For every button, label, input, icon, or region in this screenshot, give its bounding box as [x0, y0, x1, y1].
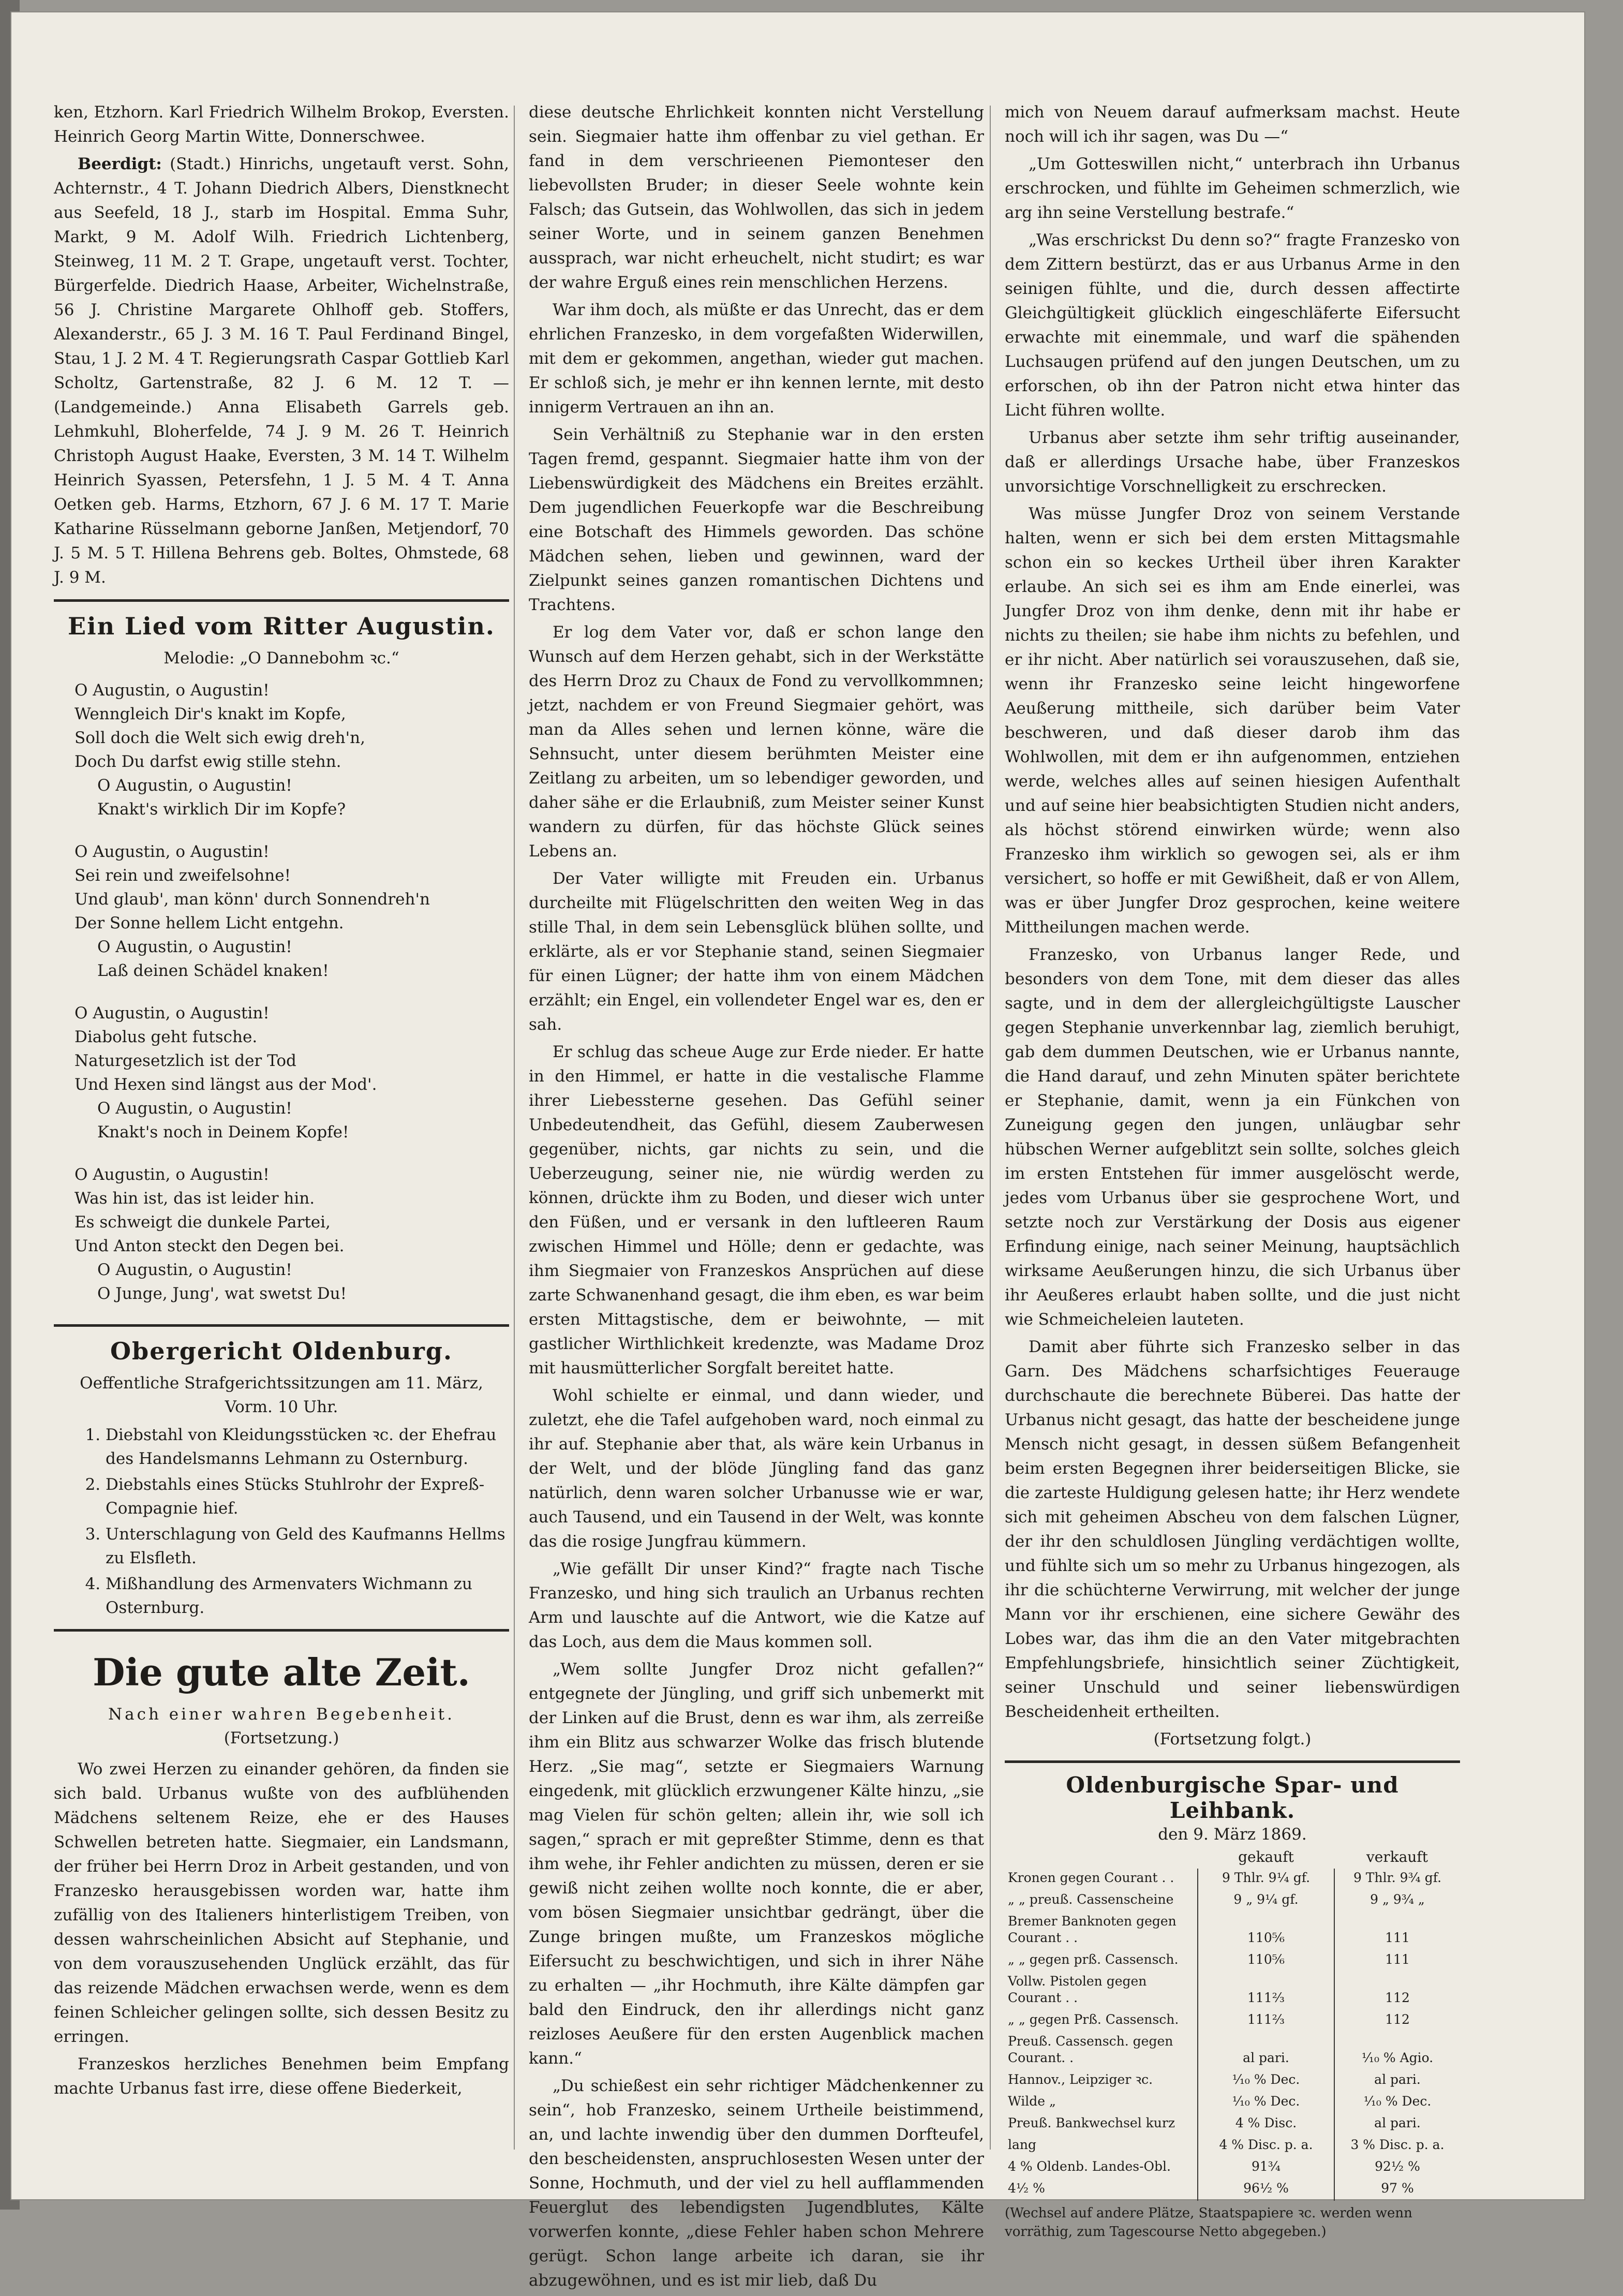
table-row — [1005, 1912, 1460, 1950]
paragraph: diese deutsche Ehrlichkeit konnten nicht Verstellung sein. Siegmaier hatte ihm offenbar zu viel gethan. Er fand in dem verschrieenen Piemonteser den liebevollsten Bruder; in dieser Seele wohnte kein Falsch; das Gutsein, das Wohlwollen, das sich in jedem seiner Worte, und in seinem ganzen Benehmen aussprach, war nicht erheuchelt, nicht studirt; es war der wahre Erguß eines rein menschlichen Herzens. — [529, 103, 984, 292]
story-subtitle: Nach einer wahren Begebenheit. — [108, 1705, 455, 1724]
burials-label: Beerdigt: — [78, 155, 162, 173]
exchange-rows — [1005, 1869, 1460, 2201]
song-title: Ein Lied vom Ritter Augustin. — [68, 612, 495, 640]
song-melody: Melodie: „O Dannebohm ꝛc.“ — [163, 649, 399, 668]
fortsetzung-note: (Fortsetzung folgt.) — [1153, 1730, 1312, 1749]
verse-line: Was hin ist, das ist leider hin. — [75, 1189, 315, 1208]
sold-value: ¹⁄₁₀ % Agio. — [1361, 2050, 1434, 2065]
verse-line: Und Hexen sind längst aus der Mod'. — [75, 1075, 377, 1094]
row-label: „ „ gegen prß. Cassensch. — [1008, 1952, 1179, 1967]
bank-date: den 9. März 1869. — [1158, 1825, 1307, 1844]
list-item: 2. Diebstahls eines Stücks Stuhlrohr der Expreß-Compagnie hief. — [106, 1473, 509, 1520]
paragraph: Was müsse Jungfer Droz von seinem Verstande halten, wenn er sich bei dem ersten Mittagsmahle schon ein so keckes Urtheil über ihren Karakter erlaube. An sich sei es ihm am Ende einerlei, was Jungfer Droz von ihm denke, denn mit ihr habe er nichts zu theilen; sie habe ihm nichts zu befehlen, und er ihr nicht. Aber natürlich sei vorauszusehen, daß sie, wenn ihr Franzesko seine leicht hingeworfene Aeußerung mittheile, sich darüber beim Vater beschweren, und daß dieser darob ihm das Wohlwollen, mit dem er ihn aufgenommen, entziehen werde, welches alles auf seinen hiesigen Aufenthalt und auf seine hier beabsichtigten Studien nicht anders, als höchst störend einwirken würde; wenn also Franzesko ihm wirklich so gewogen sei, als er ihm versichert, so hoffe er mit Gewißheit, daß er von Allem, was er über Jungfer Droz gesprochen, keine weitere Mittheilungen machen werde. — [1005, 505, 1460, 937]
bought-value: 111²⁄₃ — [1198, 2010, 1334, 2032]
section-divider — [54, 599, 509, 602]
verse-line: O Augustin, o Augustin! — [97, 1261, 292, 1279]
table-row — [1005, 1890, 1460, 1912]
verse-line: Und glaub', man könn' durch Sonnendreh'n — [75, 890, 430, 909]
section-divider — [54, 1324, 509, 1327]
paragraph: Der Vater willigte mit Freuden ein. Urbanus durcheilte mit Flügelschritten den weiten Weg in das stille Thal, in dem sein Lebensglück blühen sollte, und erklärte, als er vor Stephanie stand, seinen Siegmaier für einen Lügner; der hatte ihm von einem Mädchen erzählt; ein Engel, ein vollendeter Engel war es, den er sah. — [529, 869, 984, 1034]
verse-line: O Junge, Jung', wat swetst Du! — [97, 1284, 347, 1303]
court-intro: Oeffentliche Strafgerichtssitzungen am 11. März, Vorm. 10 Uhr. — [80, 1374, 483, 1416]
stanza — [75, 1163, 509, 1306]
paragraph: mich von Neuem darauf aufmerksam machst. Heute noch will ich ihr sagen, was Du —“ — [1005, 103, 1460, 146]
table-row — [1005, 2114, 1460, 2136]
sold-value: al pari. — [1374, 2072, 1421, 2087]
paragraph: Er log dem Vater vor, daß er schon lange den Wunsch auf dem Herzen gehabt, sich in der Werkstätte des Herrn Droz zu Chaux de Fond zu vervollkommnen; jetzt, nachdem er von Freund Siegmaier gehört, was man da Alles sehen und lernen könne, wäre die Sehnsucht, unter diesem berühmten Meister eine Zeitlang zu arbeiten, um so lebendiger geworden, und daher sähe er die Erlaubniß, zum Meister seiner Kunst wandern zu dürfen, für das höchste Glück seines Lebens an. — [529, 623, 984, 861]
column-2 — [529, 100, 984, 2296]
verse-line: O Augustin, o Augustin! — [75, 1004, 270, 1023]
paragraph: „Wie gefällt Dir unser Kind?“ fragte nach Tische Franzesko, und hing sich traulich an Urbanus rechten Arm und lauschte auf die Antwort, wie die Katze auf das Loch, aus dem die Maus kommen soll. — [529, 1560, 984, 1651]
verse-line: Und Anton steckt den Degen bei. — [75, 1237, 345, 1255]
section-divider — [1005, 1760, 1460, 1763]
paragraph: Wo zwei Herzen zu einander gehören, da finden sie sich bald. Urbanus wußte von des aufblühenden Mädchens seltenem Reize, ehe er des Hauses Schwellen betreten hatte. Siegmaier, ein Landsmann, der früher bei Herrn Droz in Arbeit gestanden, und von Franzesko herausgebissen worden war, hatte ihm zufällig von des Italieners hinterlistigem Treiben, von dessen wahrscheinlichen Absicht auf Stephanie, und von dem vorauszusehenden Unglück erzählt, das für das reizende Mädchen erwachsen werde, wenn es dem feinen Schleicher gelingen sollte, sich dessen Besitz zu erringen. — [54, 1760, 509, 2046]
sold-value: 92¹⁄₂ % — [1375, 2159, 1420, 2174]
verse-line: Der Sonne hellem Licht entgehn. — [75, 914, 344, 932]
paragraph: Urbanus aber setzte ihm sehr triftig auseinander, daß er allerdings Ursache habe, über Franzeskos unvorsichtige Vorschnelligkeit zu erschrecken. — [1005, 428, 1460, 496]
stanza — [75, 840, 509, 983]
table-row — [1005, 2010, 1460, 2032]
sold-value: 112 — [1385, 1990, 1410, 2005]
sold-value: al pari. — [1374, 2115, 1421, 2130]
stanza — [75, 1001, 509, 1144]
bought-value: 9 „ 9¹⁄₄ gf. — [1198, 1890, 1334, 1912]
paragraph: „Um Gotteswillen nicht,“ unterbrach ihn Urbanus erschrocken, und fühlte im Geheimen schmerzlich, wie arg ihn seine Verstellung bestrafe.“ — [1005, 155, 1460, 222]
court-list — [54, 1423, 509, 1620]
court-title: Obergericht Oldenburg. — [110, 1337, 453, 1365]
section-divider — [54, 1629, 509, 1632]
paragraph: Er schlug das scheue Auge zur Erde nieder. Er hatte in den Himmel, er hatte in die vestalische Flamme ihrer Liebessterne gesehen. Das Gefühl seiner Unbedeutendheit, das Gefühl, diesem Zauberwesen gegenüber, nichts, gar nichts zu sein, und die Ueberzeugung, seiner nie, nie würdig werden zu können, drückte ihm zu Boden, und dieser wich unter den Füßen, und er versank in den luftleeren Raum zwischen Himmel und Hölle; denn er gedachte, was ihm Siegmaier von Franzeskos Ansprüchen auf diese zarte Schwanenhand gesagt, die ihm eben, es war beim ersten Mittagstische, dem er beiwohnte, — mit gastlicher Wirthlichkeit kredenzte, was Madame Droz mit hausmütterlicher Sorgfalt bereitet hatte. — [529, 1043, 984, 1377]
table-row — [1005, 1972, 1460, 2010]
paragraph: „Du schießest ein sehr richtiger Mädchenkenner zu sein“, hob Franzesko, seinem Urtheile beistimmend, an, und lachte inwendig über den dummen Dorfteufel, den bescheidensten, anspruchlosesten Wesen unter der Sonne, Hochmuth, und der viel zu hell aufflammenden Feuerglut des lebendigsten Jugendblutes, Kälte vorwerfen konnte, „diese Fehler haben schon Mehrere gerügt. Schon lange arbeite ich daran, sie ihr abzugewöhnen, und es ist mir lieb, daß Du — [529, 2077, 984, 2290]
table-row — [1005, 2136, 1460, 2157]
row-label: Hannov., Leipziger ꝛc. — [1008, 2072, 1153, 2087]
verse-line: O Augustin, o Augustin! — [75, 1165, 270, 1184]
table-row — [1005, 2157, 1460, 2179]
paragraph: „Wem sollte Jungfer Droz nicht gefallen?“ entgegnete der Jüngling, und griff sich unbemerkt mit der Linken auf die Brust, denn es war ihm, als zerreiße ihm ein Blitz aus schwarzer Wolke das frisch blutende Herz. „Sie mag“, setzte er Siegmaiers Warnung eingedenk, mit glücklich erzwungener Kälte hinzu, „sie mag Vielen für schön gelten; allein ihr, wie soll ich sagen,“ sprach er mit gepreßter Stimme, denn es that ihm wehe, ihr Fehler andichten zu müssen, deren er sie gewiß nicht zeihen wollte noch konnte, die er aber, vom bösen Siegmaier unsichtbar gedrängt, über die Zunge bringen mußte, um Franzeskos mögliche Eifersucht zu beschwichtigen, und sich in ihrer Nähe zu erhalten — „ihr Hochmuth, ihre Kälte dämpfen gar bald den Eindruck, den ihr allerdings nicht ganz reizloses Aeußere für den ersten Augenblick machen kann.“ — [529, 1660, 984, 2068]
row-label: Vollw. Pistolen gegen Courant . . — [1008, 1974, 1147, 2005]
verse-line: O Augustin, o Augustin! — [75, 842, 270, 861]
table-row — [1005, 1950, 1460, 1972]
sold-value: 111 — [1385, 1930, 1410, 1945]
column-divider — [990, 106, 991, 2150]
bought-value: 110⁵⁄₆ — [1198, 1912, 1334, 1950]
paragraph: „Was erschrickst Du denn so?“ fragte Franzesko von dem Zittern bestürzt, das er aus Urbanus Arme in den seinigen fühlte, und die, durch dessen affectirte Gleichgültigkeit glücklich eingeschläferte Eifersucht erwachte mit einemmale, und warf die spähenden Luchsaugen prüfend auf den jungen Deutschen, um zu erforschen, ob ihn der Patron nicht etwa hinter das Licht führen wollte. — [1005, 231, 1460, 420]
newspaper-page — [11, 12, 1584, 2290]
table-header-sold: verkauft — [1366, 1848, 1428, 1865]
bought-value: 4 % Disc. — [1198, 2114, 1334, 2136]
sold-value: 9 „ 9³⁄₄ „ — [1370, 1892, 1425, 1907]
bank-title: Oldenburgische Spar- und Leihbank. — [1066, 1772, 1399, 1823]
verse-line: O Augustin, o Augustin! — [97, 776, 292, 795]
row-label: 4¹⁄₂ % — [1008, 2181, 1045, 2196]
paragraph: Damit aber führte sich Franzesko selber in das Garn. Des Mädchens scharfsichtiges Feuerauge durchschaute die berechnete Büberei. Das hatte der Urbanus nicht gesagt, das hatte der bescheidene junge Mensch nicht gesagt, in dessen süßem Befangenheit beim ersten Begegnen ihrer beiderseitigen Blicke, sie die zarteste Huldigung gelesen hatte; ihr Herz wendete sich mit geheimen Abscheu von dem falschen Lügner, der ihr den schuldlosen Jüngling verdächtigen wollte, und fühlte sich um so mehr zu Urbanus hingezogen, als ihr die schüchterne Verwirrung, mit welcher der junge Mann vor ihr erschienen, eine sichere Gewähr des Lobes war, das ihm die an den Vater mitgebrachten Empfehlungsbriefe, hinsichtlich seiner Züchtigkeit, seiner Unschuld und seiner liebenswürdigen Bescheidenheit ertheilten. — [1005, 1338, 1460, 1721]
verse-line: Doch Du darfst ewig stille stehn. — [75, 752, 341, 771]
bought-value: 110⁵⁄₆ — [1198, 1950, 1334, 1972]
row-label: Kronen gegen Courant . . — [1008, 1870, 1174, 1885]
verse-line: Wenngleich Dir's knakt im Kopfe, — [75, 705, 346, 723]
bought-value: 96¹⁄₂ % — [1198, 2179, 1334, 2201]
stanza — [75, 678, 509, 821]
table-row — [1005, 2070, 1460, 2092]
table-header-empty — [1005, 1849, 1198, 1869]
verse-line: O Augustin, o Augustin! — [97, 1099, 292, 1118]
row-label: Preuß. Cassensch. gegen Courant. . — [1008, 2034, 1173, 2065]
story-title: Die gute alte Zeit. — [93, 1650, 470, 1694]
verse-line: O Augustin, o Augustin! — [75, 681, 270, 700]
bought-value: ¹⁄₁₀ % Dec. — [1198, 2092, 1334, 2114]
verse-line: Naturgesetzlich ist der Tod — [75, 1051, 296, 1070]
list-item: 1. Diebstahl von Kleidungsstücken ꝛc. der Ehefrau des Handelsmanns Lehmann zu Osternburg. — [106, 1423, 509, 1471]
sold-value: 112 — [1385, 2012, 1410, 2027]
sold-value: 97 % — [1381, 2181, 1414, 2196]
list-item: 4. Mißhandlung des Armenvaters Wichmann zu Osternburg. — [106, 1572, 509, 1620]
bought-value: al pari. — [1198, 2032, 1334, 2070]
verse-line: Es schweigt die dunkele Partei, — [75, 1213, 331, 1232]
verse-line: Diabolus geht futsche. — [75, 1028, 258, 1046]
row-label: Preuß. Bankwechsel kurz — [1008, 2115, 1175, 2130]
paragraph: Wohl schielte er einmal, und dann wieder, und zuletzt, ehe die Tafel aufgehoben ward, noch einmal zu ihr auf. Stephanie aber that, als wäre kein Urbanus in der Welt, und der blöde Jüngling fand das ganz natürlich, denn waren solcher Urbanusse wie er war, auch Tausend, und ein Tausend in der Welt, was konnte das die rosige Jungfrau kümmern. — [529, 1386, 984, 1551]
row-label: lang — [1008, 2137, 1037, 2152]
paragraph: Sein Verhältniß zu Stephanie war in den ersten Tagen fremd, gespannt. Siegmaier hatte ihm von der Liebenswürdigkeit des Mädchens ein Breites erzählt. Dem jugendlichen Feuerkopfe war die Beschreibung eine Botschaft des Himmels geworden. Das schöne Mädchen sehen, lieben und gewinnen, ward der Zielpunkt seines ganzen romantischen Dichtens und Trachtens. — [529, 425, 984, 614]
row-label: Bremer Banknoten gegen Courant . . — [1008, 1914, 1177, 1945]
verse-line: Soll doch die Welt sich ewig dreh'n, — [75, 729, 365, 747]
column-3 — [1005, 100, 1460, 2241]
verse-line: O Augustin, o Augustin! — [97, 938, 292, 956]
column-1 — [54, 100, 509, 2104]
verse-line: Knakt's wirklich Dir im Kopfe? — [97, 800, 346, 819]
table-row — [1005, 2032, 1460, 2070]
table-row — [1005, 2179, 1460, 2201]
bought-value: 111²⁄₃ — [1198, 1972, 1334, 2010]
bought-value: 4 % Disc. p. a. — [1198, 2136, 1334, 2157]
verse-line: Knakt's noch in Deinem Kopfe! — [97, 1123, 349, 1142]
deaths-end: ken, Etzhorn. Karl Friedrich Wilhelm Brokop, Eversten. Heinrich Georg Martin Witte, Donnerschwee. — [54, 103, 509, 146]
sold-value: 111 — [1385, 1952, 1410, 1967]
paragraph: War ihm doch, als müßte er das Unrecht, das er dem ehrlichen Franzesko, in dem vorgefaßten Widerwillen, mit dem er gekommen, angethan, wieder gut machen. Er schloß sich, je mehr er ihn kennen lernte, mit desto innigerm Vertrauen an ihn an. — [529, 301, 984, 417]
table-row — [1005, 1869, 1460, 1890]
row-label: 4 % Oldenb. Landes-Obl. — [1008, 2159, 1171, 2174]
sold-value: 9 Thlr. 9³⁄₄ gf. — [1353, 1870, 1442, 1885]
sold-value: 3 % Disc. p. a. — [1350, 2137, 1445, 2152]
row-label: „ „ preuß. Cassenscheine — [1008, 1892, 1174, 1907]
paragraph: Franzesko, von Urbanus langer Rede, und besonders von dem Tone, mit dem dieser das alles sagte, und in dem der allergleichgültigste Lauscher gegen Stephanie unverkennbar lag, ziemlich beruhigt, gab dem dummen Deutschen, wie er Urbanus nannte, die Hand darauf, und zehn Minuten später berichtete er Stephanie, damit, wenn ja ein Fünkchen von Zuneigung gegen den jungen, unläugbar sehr hübschen Werner aufgeblitzt sein sollte, solches gleich im ersten Entstehen für immer ausgelöscht werde, jedes vom Urbanus über sie gesprochene Wort, und setzte noch zur Verstärkung der Dosis aus eigener Erfindung einige, nach seiner Meinung, hauptsächlich wirksame Aeußerungen hinzu, die sich Urbanus über ihr Aeußeres erlaubt haben sollte, und die just nicht wie Schmeicheleien lauteten. — [1005, 945, 1460, 1329]
bought-value: ¹⁄₁₀ % Dec. — [1198, 2070, 1334, 2092]
bought-value: 9 Thlr. 9¹⁄₄ gf. — [1198, 1869, 1334, 1890]
row-label: „ „ gegen Prß. Cassensch. — [1008, 2012, 1179, 2027]
sold-value: ¹⁄₁₀ % Dec. — [1363, 2094, 1432, 2109]
row-label: Wilde „ — [1008, 2094, 1056, 2109]
list-item: 3. Unterschlagung von Geld des Kaufmanns Hellms zu Elsfleth. — [106, 1522, 509, 1570]
verse-line: Sei rein und zweifelsohne! — [75, 866, 291, 885]
bought-value: 91³⁄₄ — [1198, 2157, 1334, 2179]
burials-notice — [54, 152, 509, 590]
column-divider — [514, 106, 515, 2150]
song-poem — [75, 678, 509, 1306]
burials-text: (Stadt.) Hinrichs, ungetauft verst. Sohn, Achternstr., 4 T. Johann Diedrich Albers, Dienstknecht aus Seefeld, 18 J., starb im Hospital. Emma Suhr, Markt, 9 M. Adolf Wilh. Friedrich Lichtenberg, Steinweg, 11 M. 2 T. Grape, ungetauft verst. Tochter, Bürgerfelde. Diedrich Haase, Arbeiter, Wichelnstraße, 56 J. Christine Margarete Ohlhoff geb. Stoffers, Alexanderstr., 65 J. 3 M. 16 T. Paul Ferdinand Bingel, Stau, 1 J. 2 M. 4 T. Regierungsrath Caspar Gottlieb Karl Scholtz, Gartenstraße, 82 J. 6 M. 12 T. — (Landgemeinde.) Anna Elisabeth Garrels geb. Lehmkuhl, Bloherfelde, 74 J. 9 M. 26 T. Heinrich Christoph August Haake, Eversten, 3 M. 14 T. Wilhelm Heinrich Syassen, Petersfehn, 1 J. 5 M. 4 T. Anna Oetken geb. Harms, Etzhorn, 67 J. 6 M. 17 T. Marie Katharine Rüsselmann geborne Janßen, Metjendorf, 70 J. 5 M. 5 T. Hillena Behrens geb. Boltes, Ohmstede, 68 J. 9 M. — [54, 155, 509, 587]
verse-line: Laß deinen Schädel knaken! — [97, 961, 329, 980]
story-continuation: (Fortsetzung.) — [224, 1729, 339, 1747]
exchange-table — [1005, 1849, 1460, 2201]
paragraph: Franzeskos herzliches Benehmen beim Empfang machte Urbanus fast irre, diese offene Biederkeit, — [54, 2055, 509, 2098]
table-row — [1005, 2092, 1460, 2114]
bank-note: (Wechsel auf andere Plätze, Staatspapiere ꝛc. werden wenn vorräthig, zum Tagescourse Netto abgegeben.) — [1005, 2205, 1412, 2240]
table-header-bought: gekauft — [1238, 1848, 1294, 1865]
